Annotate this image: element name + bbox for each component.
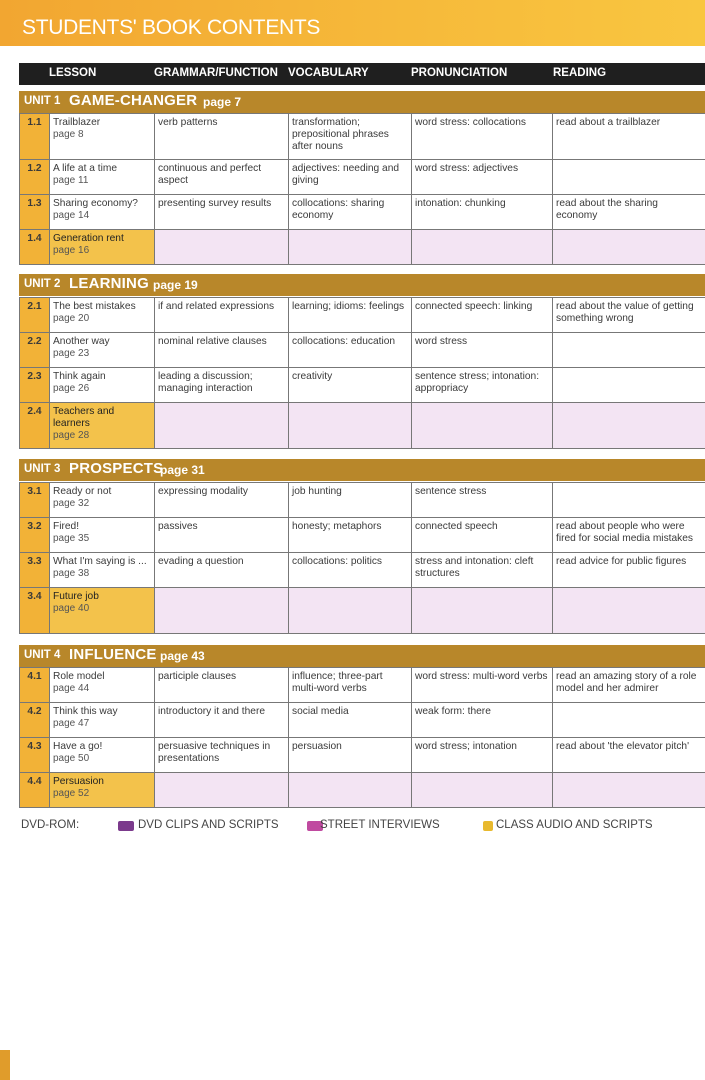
unit-name: PROSPECTS — [69, 460, 164, 477]
pronunciation-cell — [412, 403, 553, 449]
reading-cell — [553, 333, 705, 368]
reading-cell: read advice for public figures — [553, 553, 705, 588]
lesson-number: 4.3 — [20, 738, 50, 773]
lesson-title: Ready or not — [53, 486, 112, 497]
table-row — [20, 773, 705, 808]
lesson-cell[interactable] — [50, 230, 155, 265]
lesson-page: page 38 — [53, 568, 90, 580]
lesson-cell[interactable] — [50, 195, 155, 230]
lesson-page: page 50 — [53, 753, 90, 765]
column-lesson: LESSON — [49, 67, 97, 79]
lesson-title: Have a go! — [53, 741, 103, 752]
vocabulary-cell: creativity — [289, 368, 412, 403]
lesson-page: page 40 — [53, 603, 90, 615]
pronunciation-cell: sentence stress — [412, 483, 553, 518]
pronunciation-cell: connected speech — [412, 518, 553, 553]
lesson-page: page 44 — [53, 683, 90, 695]
unit-header — [19, 274, 705, 296]
lesson-cell[interactable] — [50, 333, 155, 368]
reading-cell — [553, 230, 705, 265]
lesson-title: Think this way — [53, 706, 118, 717]
vocabulary-cell: transformation; prepositional phrases after nouns — [289, 114, 412, 160]
table-row — [20, 230, 705, 265]
grammar-cell: persuasive techniques in presentations — [155, 738, 289, 773]
pronunciation-cell: word stress: collocations — [412, 114, 553, 160]
lesson-cell[interactable] — [50, 553, 155, 588]
unit-label: UNIT 2 — [24, 278, 61, 290]
reading-cell — [553, 368, 705, 403]
table-row — [20, 588, 705, 634]
lesson-number: 2.3 — [20, 368, 50, 403]
column-pronunciation: PRONUNCIATION — [411, 67, 508, 79]
lesson-number: 3.2 — [20, 518, 50, 553]
vocabulary-cell: collocations: politics — [289, 553, 412, 588]
lesson-number: 1.1 — [20, 114, 50, 160]
lesson-page: page 16 — [53, 245, 90, 257]
grammar-cell — [155, 588, 289, 634]
vocabulary-cell — [289, 773, 412, 808]
lesson-number: 2.2 — [20, 333, 50, 368]
unit-table — [19, 297, 705, 449]
table-row — [20, 114, 705, 160]
grammar-cell: if and related expressions — [155, 298, 289, 333]
lesson-number: 3.4 — [20, 588, 50, 634]
pronunciation-cell: intonation: chunking — [412, 195, 553, 230]
lesson-title: What I'm saying is ... — [53, 556, 147, 567]
lesson-number: 4.4 — [20, 773, 50, 808]
lesson-number: 1.4 — [20, 230, 50, 265]
lesson-page: page 52 — [53, 788, 90, 800]
reading-cell — [553, 403, 705, 449]
pronunciation-cell: stress and intonation: cleft structures — [412, 553, 553, 588]
pronunciation-cell: sentence stress; intonation: appropriacy — [412, 368, 553, 403]
pronunciation-cell: word stress; intonation — [412, 738, 553, 773]
grammar-cell — [155, 230, 289, 265]
lesson-number: 4.1 — [20, 668, 50, 703]
page-title: STUDENTS' BOOK CONTENTS — [22, 16, 321, 39]
reading-cell: read about 'the elevator pitch' — [553, 738, 705, 773]
lesson-cell[interactable] — [50, 114, 155, 160]
lesson-number: 3.1 — [20, 483, 50, 518]
lesson-cell[interactable] — [50, 518, 155, 553]
lesson-page: page 8 — [53, 129, 84, 141]
grammar-cell: verb patterns — [155, 114, 289, 160]
lesson-title: Future job — [53, 591, 99, 602]
table-row — [20, 160, 705, 195]
street-interviews-label[interactable]: STREET INTERVIEWS — [320, 819, 440, 831]
table-row — [20, 553, 705, 588]
unit-page: page 43 — [160, 649, 205, 663]
lesson-page: page 47 — [53, 718, 90, 730]
pronunciation-cell: weak form: there — [412, 703, 553, 738]
lesson-cell[interactable] — [50, 738, 155, 773]
reading-cell — [553, 773, 705, 808]
lesson-cell[interactable] — [50, 588, 155, 634]
vocabulary-cell: persuasion — [289, 738, 412, 773]
unit-name: LEARNING — [69, 275, 149, 292]
lesson-page: page 23 — [53, 348, 90, 360]
table-row — [20, 195, 705, 230]
grammar-cell: continuous and perfect aspect — [155, 160, 289, 195]
unit-name: INFLUENCE — [69, 646, 157, 663]
unit-table — [19, 113, 705, 265]
column-grammar: GRAMMAR/FUNCTION — [154, 67, 278, 79]
column-header-bar — [19, 63, 705, 85]
grammar-cell — [155, 403, 289, 449]
vocabulary-cell: influence; three-part multi-word verbs — [289, 668, 412, 703]
lesson-page: page 35 — [53, 533, 90, 545]
lesson-number: 1.3 — [20, 195, 50, 230]
lesson-page: page 32 — [53, 498, 90, 510]
lesson-page: page 11 — [53, 175, 89, 187]
lesson-cell[interactable] — [50, 483, 155, 518]
unit-table — [19, 667, 705, 808]
pronunciation-cell: word stress — [412, 333, 553, 368]
reading-cell — [553, 588, 705, 634]
table-row — [20, 368, 705, 403]
reading-cell: read about the value of getting something wrong — [553, 298, 705, 333]
unit-header — [19, 645, 705, 667]
grammar-cell: expressing modality — [155, 483, 289, 518]
unit-page: page 31 — [160, 463, 205, 477]
dvd-clips-label[interactable]: DVD CLIPS AND SCRIPTS — [138, 819, 279, 831]
reading-cell: read an amazing story of a role model and her admirer — [553, 668, 705, 703]
class-audio-label[interactable]: CLASS AUDIO AND SCRIPTS — [496, 819, 653, 831]
grammar-cell: leading a discussion; managing interaction — [155, 368, 289, 403]
lesson-cell[interactable] — [50, 160, 155, 195]
corner-tab — [0, 1050, 10, 1080]
pronunciation-cell: word stress: adjectives — [412, 160, 553, 195]
vocabulary-cell: social media — [289, 703, 412, 738]
vocabulary-cell: collocations: sharing economy — [289, 195, 412, 230]
unit-page: page 7 — [203, 95, 242, 109]
lesson-title: Think again — [53, 371, 106, 382]
vocabulary-cell — [289, 403, 412, 449]
unit-label: UNIT 4 — [24, 649, 61, 661]
unit-table — [19, 482, 705, 634]
unit-name: GAME-CHANGER — [69, 92, 198, 109]
vocabulary-cell — [289, 230, 412, 265]
dvd-rom-footer — [0, 815, 705, 837]
lesson-title: Teachers and learners — [53, 406, 115, 430]
lesson-title: Sharing economy? — [53, 198, 138, 209]
vocabulary-cell: adjectives: needing and giving — [289, 160, 412, 195]
table-row — [20, 483, 705, 518]
pronunciation-cell — [412, 230, 553, 265]
table-row — [20, 298, 705, 333]
table-row — [20, 403, 705, 449]
grammar-cell: participle clauses — [155, 668, 289, 703]
table-row — [20, 518, 705, 553]
table-row — [20, 333, 705, 368]
lesson-number: 2.4 — [20, 403, 50, 449]
lesson-page: page 26 — [53, 383, 90, 395]
lesson-title: Generation rent — [53, 233, 124, 244]
pronunciation-cell — [412, 588, 553, 634]
lesson-title: Trailblazer — [53, 117, 101, 128]
lesson-cell[interactable] — [50, 298, 155, 333]
vocabulary-cell: job hunting — [289, 483, 412, 518]
lesson-title: A life at a time — [53, 163, 117, 174]
pronunciation-cell: word stress: multi-word verbs — [412, 668, 553, 703]
reading-cell — [553, 483, 705, 518]
unit-label: UNIT 3 — [24, 463, 61, 475]
vocabulary-cell: honesty; metaphors — [289, 518, 412, 553]
lesson-page: page 28 — [53, 430, 90, 442]
dvd-rom-label: DVD-ROM: — [21, 819, 80, 831]
vocabulary-cell: collocations: education — [289, 333, 412, 368]
grammar-cell: introductory it and there — [155, 703, 289, 738]
bbc-icon — [118, 821, 134, 831]
grammar-cell — [155, 773, 289, 808]
table-row — [20, 738, 705, 773]
table-row — [20, 668, 705, 703]
lesson-title: Another way — [53, 336, 110, 347]
unit-page: page 19 — [153, 278, 198, 292]
lesson-title: Persuasion — [53, 776, 104, 787]
vocabulary-cell: learning; idioms: feelings — [289, 298, 412, 333]
table-row — [20, 703, 705, 738]
lesson-cell[interactable] — [50, 368, 155, 403]
vocabulary-cell — [289, 588, 412, 634]
lesson-page: page 14 — [53, 210, 90, 222]
grammar-cell: presenting survey results — [155, 195, 289, 230]
lesson-number: 3.3 — [20, 553, 50, 588]
lesson-page: page 20 — [53, 313, 90, 325]
column-vocabulary: VOCABULARY — [288, 67, 369, 79]
reading-cell: read about people who were fired for social media mistakes — [553, 518, 705, 553]
lesson-cell[interactable] — [50, 703, 155, 738]
pronunciation-cell: connected speech: linking — [412, 298, 553, 333]
lesson-title: Role model — [53, 671, 105, 682]
lesson-title: Fired! — [53, 521, 80, 532]
pronunciation-cell — [412, 773, 553, 808]
grammar-cell: nominal relative clauses — [155, 333, 289, 368]
lesson-title: The best mistakes — [53, 301, 136, 312]
lesson-cell[interactable] — [50, 668, 155, 703]
grammar-cell: passives — [155, 518, 289, 553]
lesson-cell[interactable] — [50, 773, 155, 808]
title-banner — [0, 0, 705, 46]
lesson-number: 2.1 — [20, 298, 50, 333]
reading-cell: read about the sharing economy — [553, 195, 705, 230]
audio-icon — [483, 821, 493, 831]
lesson-number: 1.2 — [20, 160, 50, 195]
reading-cell — [553, 703, 705, 738]
unit-label: UNIT 1 — [24, 95, 61, 107]
unit-header — [19, 459, 705, 481]
unit-header — [19, 91, 705, 113]
reading-cell: read about a trailblazer — [553, 114, 705, 160]
reading-cell — [553, 160, 705, 195]
column-reading: READING — [553, 67, 607, 79]
grammar-cell: evading a question — [155, 553, 289, 588]
lesson-number: 4.2 — [20, 703, 50, 738]
lesson-cell[interactable] — [50, 403, 155, 449]
